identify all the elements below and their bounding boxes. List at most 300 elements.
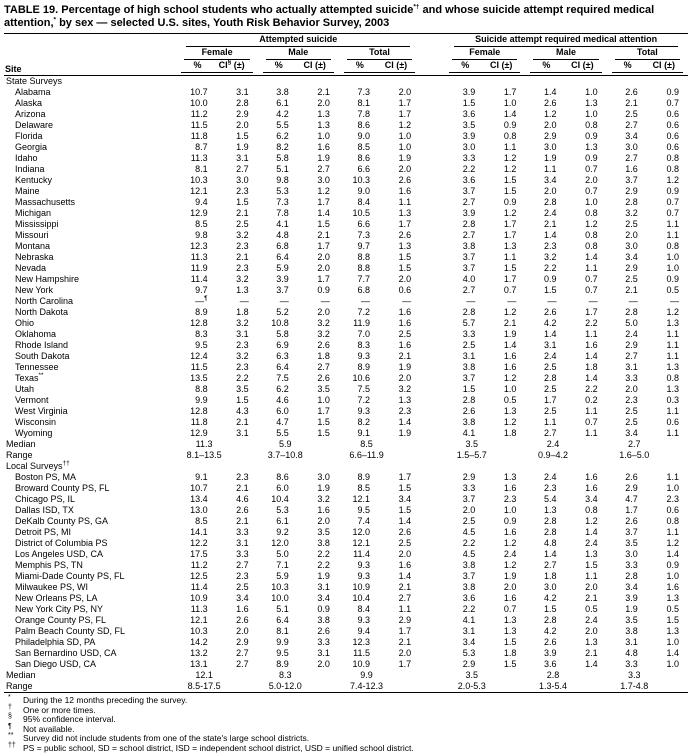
percent-cell: 2.1 <box>525 219 569 230</box>
ci-cell: 2.6 <box>221 505 258 516</box>
percent-cell: 4.8 <box>525 538 569 549</box>
site-cell: Miami-Dade County PS, FL <box>4 571 176 582</box>
percent-cell: 2.8 <box>607 307 651 318</box>
section-heading: State Surveys <box>4 76 688 88</box>
percent-cell: 3.5 <box>607 538 651 549</box>
percent-cell: 1.5 <box>444 384 488 395</box>
ci-cell: 3.2 <box>383 384 420 395</box>
ci-cell: 1.9 <box>488 329 525 340</box>
ci-cell: 1.0 <box>302 395 339 406</box>
footnote-text: 95% confidence interval. <box>23 714 116 724</box>
ci-cell: 0.8 <box>651 373 688 384</box>
percent-cell: 2.0 <box>525 186 569 197</box>
ci-cell: 1.2 <box>488 153 525 164</box>
percent-cell: 3.1 <box>525 340 569 351</box>
ci-cell: 0.6 <box>651 109 688 120</box>
ci-cell: 0.9 <box>651 274 688 285</box>
ci-cell: 2.0 <box>383 648 420 659</box>
ci-cell: 1.6 <box>488 483 525 494</box>
ci-cell: 0.7 <box>651 98 688 109</box>
percent-cell: 8.9 <box>339 362 383 373</box>
ci-cell: 1.6 <box>651 582 688 593</box>
percent-cell: 2.2 <box>444 604 488 615</box>
percent-cell: 4.5 <box>444 527 488 538</box>
percent-cell: 10.3 <box>176 175 220 186</box>
ci-cell: 1.0 <box>302 131 339 142</box>
ci-cell: 1.5 <box>488 637 525 648</box>
percent-cell: 5.9 <box>258 263 302 274</box>
ci-cell: 2.3 <box>221 263 258 274</box>
percent-cell: 2.8 <box>525 197 569 208</box>
section-heading: Local Surveys†† <box>4 461 688 472</box>
ci-cell: 2.3 <box>221 571 258 582</box>
ci-cell: 3.4 <box>302 593 339 604</box>
percent-cell: 9.1 <box>339 428 383 439</box>
ci-cell: 1.6 <box>383 340 420 351</box>
ci-cell: 0.9 <box>651 560 688 571</box>
ci-cell: 0.8 <box>651 153 688 164</box>
group-gap <box>420 549 444 560</box>
ci-cell: 1.6 <box>383 186 420 197</box>
footnote-text: Not available. <box>23 724 75 734</box>
ci-cell: 2.1 <box>302 87 339 98</box>
percent-cell: 4.6 <box>258 395 302 406</box>
ci-cell: 2.7 <box>302 362 339 373</box>
ci-cell: 3.4 <box>383 494 420 505</box>
data-table <box>4 33 688 693</box>
range-cell: 2.0-5.3 <box>444 681 525 693</box>
ci-cell: 2.2 <box>302 549 339 560</box>
table-row <box>4 208 688 219</box>
percent-cell: 11.9 <box>339 318 383 329</box>
percent-cell: 2.8 <box>444 307 488 318</box>
ci-cell: 3.0 <box>221 175 258 186</box>
percent-cell: 8.1 <box>339 98 383 109</box>
footnote <box>8 696 688 706</box>
ci-cell: 1.1 <box>570 406 607 417</box>
ci-cell: 3.0 <box>302 175 339 186</box>
percent-cell: 3.7 <box>444 252 488 263</box>
ci-cell: 1.9 <box>383 362 420 373</box>
site-cell: Idaho <box>4 153 176 164</box>
ci-cell: 2.4 <box>570 538 607 549</box>
ci-cell: 1.2 <box>488 208 525 219</box>
site-cell: District of Columbia PS <box>4 538 176 549</box>
group-gap <box>420 362 444 373</box>
percent-cell: 1.1 <box>525 164 569 175</box>
ci-cell: 1.2 <box>488 307 525 318</box>
footnote-marker: § <box>8 715 23 725</box>
ci-cell: 1.5 <box>302 219 339 230</box>
ci-cell: 2.5 <box>221 582 258 593</box>
percent-cell: 12.9 <box>176 428 220 439</box>
percent-cell: 5.3 <box>444 648 488 659</box>
percent-cell: 13.2 <box>176 648 220 659</box>
group-gap <box>420 285 444 296</box>
ci-cell: 2.0 <box>383 164 420 175</box>
percent-cell: 8.5 <box>339 483 383 494</box>
table-row <box>4 626 688 637</box>
ci-cell: 1.2 <box>570 516 607 527</box>
table-row <box>4 252 688 263</box>
table-row <box>4 351 688 362</box>
percent-cell: 5.5 <box>258 428 302 439</box>
site-cell: Vermont <box>4 395 176 406</box>
site-cell: Alabama <box>4 87 176 98</box>
ci-cell: 2.9 <box>221 109 258 120</box>
percent-cell: 8.3 <box>176 329 220 340</box>
table-row <box>4 395 688 406</box>
ci-cell: 0.9 <box>302 285 339 296</box>
group-label: Suicide attempt required medical attention <box>454 34 678 47</box>
group-gap <box>420 450 444 461</box>
site-cell: Detroit PS, MI <box>4 527 176 538</box>
site-cell: Philadelphia SD, PA <box>4 637 176 648</box>
percent-cell: 11.2 <box>176 109 220 120</box>
ci-cell: 1.3 <box>570 549 607 560</box>
percent-cell: 3.4 <box>607 582 651 593</box>
percent-cell: 2.8 <box>444 219 488 230</box>
ci-cell: 2.7 <box>302 164 339 175</box>
group-gap <box>420 395 444 406</box>
group-gap <box>420 571 444 582</box>
percent-cell: 8.4 <box>339 604 383 615</box>
table-row <box>4 318 688 329</box>
ci-cell: 2.0 <box>383 549 420 560</box>
ci-cell: 1.6 <box>302 142 339 153</box>
percent-cell: 9.0 <box>339 186 383 197</box>
percent-cell: 8.3 <box>339 340 383 351</box>
site-cell: Delaware <box>4 120 176 131</box>
ci-cell: 3.2 <box>221 318 258 329</box>
ci-cell: 0.9 <box>570 153 607 164</box>
ci-cell: 2.4 <box>570 615 607 626</box>
ci-cell: 1.7 <box>383 98 420 109</box>
ci-cell: 3.5 <box>302 384 339 395</box>
ci-cell: 0.9 <box>651 186 688 197</box>
percent-cell: 1.5 <box>525 604 569 615</box>
percent-cell: 3.3 <box>607 373 651 384</box>
group-gap <box>420 681 444 693</box>
ci-cell: 1.7 <box>383 219 420 230</box>
site-cell: San Diego USD, CA <box>4 659 176 670</box>
range-cell: 3.7–10.8 <box>258 450 339 461</box>
footnote-marker: † <box>8 706 23 716</box>
percent-cell: 6.6 <box>339 164 383 175</box>
ci-cell: 1.3 <box>302 109 339 120</box>
ci-cell: 1.4 <box>488 109 525 120</box>
ci-cell: 1.5 <box>383 252 420 263</box>
median-cell: 8.5 <box>339 439 420 450</box>
site-cell: North Dakota <box>4 307 176 318</box>
ci-cell: 0.6 <box>651 142 688 153</box>
median-cell: 8.3 <box>258 670 339 681</box>
percent-cell: 9.7 <box>176 285 220 296</box>
percent-cell: 10.4 <box>258 494 302 505</box>
percent-cell: 13.1 <box>176 659 220 670</box>
percent-cell: — <box>258 296 302 307</box>
percent-cell: 2.5 <box>444 340 488 351</box>
table-row <box>4 505 688 516</box>
percent-cell: 5.2 <box>258 307 302 318</box>
table-row <box>4 263 688 274</box>
percent-cell: 11.3 <box>176 604 220 615</box>
percent-cell: 3.7 <box>444 186 488 197</box>
table-row <box>4 131 688 142</box>
site-cell: New Hampshire <box>4 274 176 285</box>
percent-cell: 2.4 <box>525 472 569 483</box>
ci-cell: — <box>221 296 258 307</box>
group-gap <box>420 219 444 230</box>
group-gap <box>420 505 444 516</box>
site-cell: Missouri <box>4 230 176 241</box>
ci-cell: 1.0 <box>570 87 607 98</box>
percent-cell: 3.3 <box>444 483 488 494</box>
group-gap <box>420 439 444 450</box>
percent-cell: 6.8 <box>339 285 383 296</box>
percent-cell: 3.7 <box>444 373 488 384</box>
percent-cell: 3.1 <box>444 351 488 362</box>
percent-cell: — <box>607 296 651 307</box>
ci-cell: 2.0 <box>302 98 339 109</box>
ci-cell: 0.9 <box>488 197 525 208</box>
range-cell: 1.5–5.7 <box>444 450 525 461</box>
ci-cell: 2.9 <box>383 615 420 626</box>
median-label: Median <box>4 439 176 450</box>
percent-cell: 14.1 <box>176 527 220 538</box>
percent-cell: 2.7 <box>444 197 488 208</box>
ci-cell: 2.0 <box>488 582 525 593</box>
percent-cell: 3.3 <box>607 659 651 670</box>
group-gap <box>420 274 444 285</box>
percent-cell: 12.0 <box>339 527 383 538</box>
ci-cell: 2.3 <box>651 494 688 505</box>
site-cell: DeKalb County PS, GA <box>4 516 176 527</box>
percent-cell: 3.7 <box>258 285 302 296</box>
percent-cell: 10.3 <box>176 626 220 637</box>
percent-cell: 4.2 <box>258 109 302 120</box>
table-row <box>4 296 688 307</box>
ci-cell: 1.1 <box>651 340 688 351</box>
ci-cell: 0.8 <box>651 241 688 252</box>
ci-cell: 1.2 <box>302 186 339 197</box>
ci-cell: 1.7 <box>302 406 339 417</box>
ci-cell: 2.0 <box>570 626 607 637</box>
percent-cell: 9.5 <box>339 505 383 516</box>
percent-cell: 2.1 <box>607 98 651 109</box>
group-gap <box>420 670 444 681</box>
percent-cell: 12.3 <box>176 241 220 252</box>
ci-cell: 1.5 <box>570 560 607 571</box>
percent-cell: 2.4 <box>525 351 569 362</box>
ci-cell: 0.5 <box>570 604 607 615</box>
ci-cell: 1.1 <box>651 428 688 439</box>
ci-cell: 1.5 <box>488 175 525 186</box>
table-row <box>4 527 688 538</box>
ci-cell: 3.2 <box>221 230 258 241</box>
site-cell: Wyoming <box>4 428 176 439</box>
site-cell: Oklahoma <box>4 329 176 340</box>
ci-cell: 1.2 <box>651 175 688 186</box>
table-row <box>4 483 688 494</box>
percent-cell: 9.3 <box>339 571 383 582</box>
ci-cell: 1.3 <box>570 98 607 109</box>
percent-cell: 2.2 <box>444 164 488 175</box>
site-cell: San Bernardino USD, CA <box>4 648 176 659</box>
ci-cell: 1.6 <box>488 527 525 538</box>
percent-cell: 7.3 <box>339 87 383 98</box>
ci-cell: 1.4 <box>651 549 688 560</box>
ci-cell: 0.8 <box>570 241 607 252</box>
ci-cell: 1.4 <box>570 351 607 362</box>
percent-cell: 2.6 <box>607 472 651 483</box>
percent-cell: 9.4 <box>176 197 220 208</box>
ci-cell: 2.0 <box>570 175 607 186</box>
site-cell: South Dakota <box>4 351 176 362</box>
percent-cell: 17.5 <box>176 549 220 560</box>
group-gap <box>420 417 444 428</box>
percent-cell: 6.4 <box>258 252 302 263</box>
ci-cell: 1.3 <box>651 593 688 604</box>
ci-cell: 2.6 <box>383 230 420 241</box>
ci-cell: 1.2 <box>488 164 525 175</box>
percent-cell: 5.1 <box>258 604 302 615</box>
percent-cell: 9.9 <box>258 637 302 648</box>
percent-cell: 8.4 <box>339 197 383 208</box>
ci-cell: 1.1 <box>651 219 688 230</box>
ci-cell: 2.6 <box>302 340 339 351</box>
percent-cell: 11.9 <box>176 263 220 274</box>
ci-cell: 1.3 <box>383 395 420 406</box>
percent-cell: 3.7 <box>444 494 488 505</box>
footnote-marker: †† <box>8 744 23 753</box>
percent-cell: 10.3 <box>258 582 302 593</box>
table-row <box>4 384 688 395</box>
percent-cell: 7.0 <box>339 329 383 340</box>
ci-cell: 1.7 <box>488 219 525 230</box>
site-cell: Indiana <box>4 164 176 175</box>
percent-cell: 3.8 <box>444 417 488 428</box>
group-header-row <box>4 34 688 48</box>
ci-cell: 1.3 <box>488 472 525 483</box>
percent-cell: 2.2 <box>525 263 569 274</box>
percent-cell: 4.2 <box>525 318 569 329</box>
table-header <box>4 34 688 76</box>
percent-cell: 12.3 <box>339 637 383 648</box>
ci-cell: 2.5 <box>383 329 420 340</box>
range-cell: 1.7-4.8 <box>607 681 688 693</box>
percent-cell: 2.1 <box>607 285 651 296</box>
percent-cell: 7.1 <box>258 560 302 571</box>
percent-cell: 4.1 <box>444 615 488 626</box>
table-row <box>4 373 688 384</box>
ci-cell: 1.1 <box>651 351 688 362</box>
footnote-marker: ** <box>8 734 23 744</box>
ci-cell: 4.3 <box>221 406 258 417</box>
ci-cell: 1.3 <box>488 626 525 637</box>
ci-cell: 1.0 <box>651 263 688 274</box>
ci-cell: 0.3 <box>651 395 688 406</box>
ci-cell: 1.4 <box>488 340 525 351</box>
table-title: TABLE 19. Percentage of high school students who actually attempted suicide*† and whose suicide attempt required medical attention,* by sex — selected U.S. sites, Youth Risk Behavior Survey, 2003 <box>4 4 688 30</box>
percent-cell: 5.4 <box>525 494 569 505</box>
percent-cell: 2.2 <box>444 538 488 549</box>
ci-cell: 3.5 <box>302 527 339 538</box>
table-row <box>4 428 688 439</box>
table-row <box>4 571 688 582</box>
table-row <box>4 219 688 230</box>
ci-cell: 0.9 <box>570 131 607 142</box>
ci-cell: 1.0 <box>651 252 688 263</box>
percent-cell: 8.5 <box>176 516 220 527</box>
ci-cell: 2.4 <box>488 549 525 560</box>
percent-cell: 3.0 <box>444 142 488 153</box>
ci-cell: 1.2 <box>651 307 688 318</box>
percent-cell: 3.8 <box>258 87 302 98</box>
percent-cell: 3.9 <box>444 131 488 142</box>
percent-cell: 2.6 <box>525 98 569 109</box>
subheader-male: Male <box>525 47 606 60</box>
group-gap <box>420 208 444 219</box>
ci-cell: 1.6 <box>383 318 420 329</box>
percent-cell: 2.5 <box>525 362 569 373</box>
percent-cell: 0.9 <box>525 274 569 285</box>
percent-cell: 4.0 <box>444 274 488 285</box>
ci-cell: 2.0 <box>302 252 339 263</box>
ci-cell: 1.1 <box>488 142 525 153</box>
footnote-text: One or more times. <box>23 705 96 715</box>
percent-cell: 2.5 <box>525 406 569 417</box>
range-cell: 1.6–5.0 <box>607 450 688 461</box>
percent-cell: 1.7 <box>607 505 651 516</box>
percent-cell: 9.5 <box>258 648 302 659</box>
group-gap <box>420 406 444 417</box>
percent-cell: 2.5 <box>607 219 651 230</box>
ci-cell: 1.5 <box>383 483 420 494</box>
percent-cell: 2.9 <box>607 483 651 494</box>
ci-cell: 0.8 <box>488 131 525 142</box>
percent-cell: 1.8 <box>525 571 569 582</box>
percent-cell: 11.4 <box>176 582 220 593</box>
ci-cell: 1.7 <box>570 307 607 318</box>
percent-cell: 1.9 <box>525 153 569 164</box>
percent-cell: 2.9 <box>607 340 651 351</box>
ci-cell: 0.6 <box>651 505 688 516</box>
percent-cell: 9.7 <box>339 241 383 252</box>
median-cell: 3.5 <box>444 670 525 681</box>
percent-cell: 9.3 <box>339 351 383 362</box>
group-gap <box>420 384 444 395</box>
table-row <box>4 87 688 98</box>
site-cell: Tennessee <box>4 362 176 373</box>
ci-cell: 1.0 <box>570 109 607 120</box>
table-row <box>4 329 688 340</box>
percent-cell: 3.5 <box>607 615 651 626</box>
ci-cell: 3.1 <box>221 538 258 549</box>
percent-cell: 7.5 <box>258 373 302 384</box>
ci-cell: 1.4 <box>383 571 420 582</box>
percent-cell: 8.2 <box>339 417 383 428</box>
table-row <box>4 175 688 186</box>
site-cell: Florida <box>4 131 176 142</box>
ci-cell: 2.6 <box>302 373 339 384</box>
ci-cell: 3.1 <box>302 582 339 593</box>
ci-cell: 2.2 <box>570 318 607 329</box>
percent-cell: 3.4 <box>444 637 488 648</box>
footnote <box>8 715 688 725</box>
ci-cell: 1.9 <box>383 153 420 164</box>
ci-cell: 1.6 <box>383 560 420 571</box>
